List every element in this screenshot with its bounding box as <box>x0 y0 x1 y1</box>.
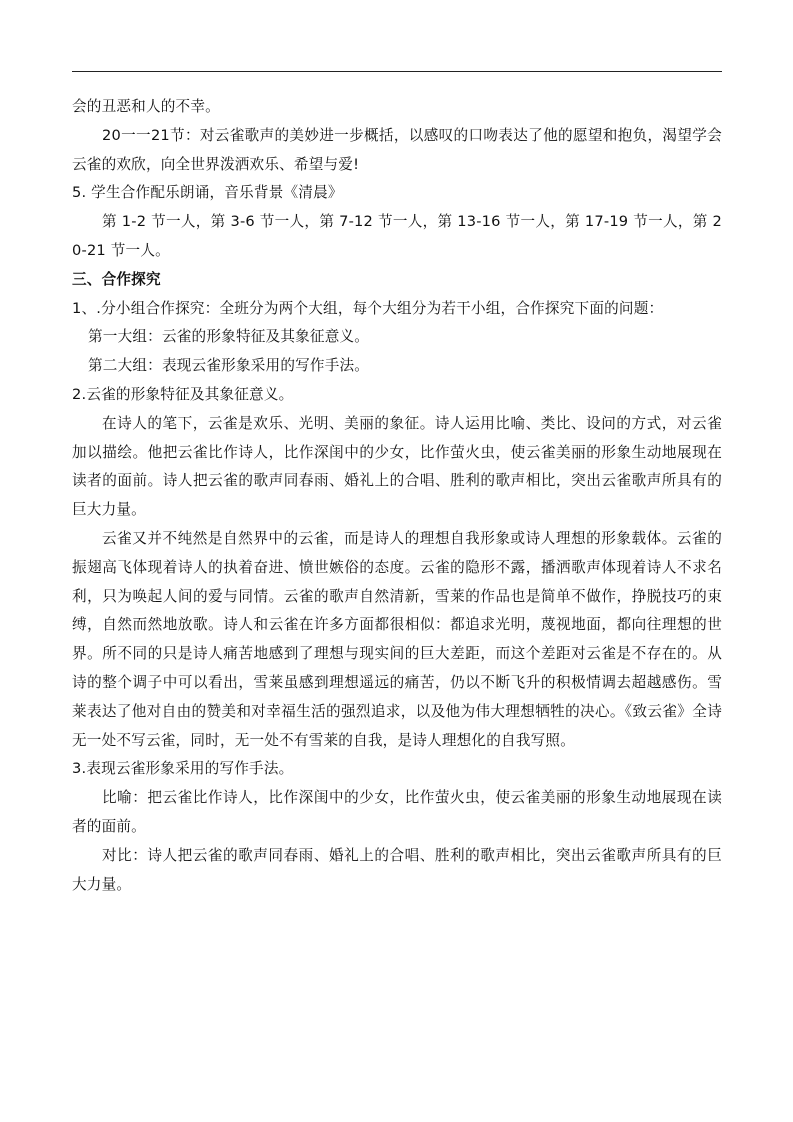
paragraph-group-inquiry: 1、.分小组合作探究：全班分为两个大组，每个大组分为若干小组，合作探究下面的问题： <box>72 299 664 317</box>
paragraph-continuation: 会的丑恶和人的不幸。 <box>72 98 220 115</box>
paragraph-symbolism-analysis: 云雀又并不纯然是自然界中的云雀，而是诗人的理想自我形象或诗人理想的形象载体。云雀的振翅高飞体现着诗人的执着奋进、愤世嫉俗的态度。云雀的隐形不露，播洒歌声体现着诗人不求名利，只为唤起人间的爱与同情。云雀的歌声自然清新，雪莱的作品也是简单不做作，挣脱技巧的束缚，自然而然地放歌。诗人和云雀在许多方面都很相似：都追求光明，蔑视地面，都向往理想的世界。所不同的只是诗人痛苦地感到了理想与现实间的巨大差距，而这个差距对云雀是不存在的。从诗的整个调子中可以看出，雪莱虽感到理想遥远的痛苦，仍以不断飞升的积极情调去超越感伤。雪莱表达了他对自由的赞美和对幸福生活的强烈追求，以及他为伟大理想牺牲的决心。《致云雀》全诗无一处不写云雀，同时，无一处不有雪莱的自我，是诗人理想化的自我写照。 <box>72 529 722 749</box>
document-body <box>72 93 722 899</box>
paragraph-reading-assignment: 第 1-2 节一人，第 3-6 节一人，第 7-12 节一人，第 13-16 节一人，第 17-19 节一人，第 20-21 节一人。 <box>72 213 722 259</box>
paragraph-step-5: 5. 学生合作配乐朗诵，音乐背景《清晨》 <box>72 184 343 202</box>
subheading-writing-techniques: 3.表现云雀形象采用的写作手法。 <box>72 760 294 778</box>
header-rule <box>72 71 722 72</box>
section-heading-cooperative-inquiry: 三、合作探究 <box>72 270 161 288</box>
paragraph-group-one: 第一大组：云雀的形象特征及其象征意义。 <box>88 328 370 346</box>
paragraph-metaphor: 比喻：把云雀比作诗人，比作深闺中的少女，比作萤火虫，使云雀美丽的形象生动地展现在读者的面前。 <box>72 789 722 835</box>
paragraph-section-20-21: 20一一21节：对云雀歌声的美妙进一步概括，以感叹的口吻表达了他的愿望和抱负，渴望学会云雀的欢欣，向全世界泼洒欢乐、希望与爱! <box>72 126 722 173</box>
paragraph-contrast: 对比：诗人把云雀的歌声同春雨、婚礼上的合唱、胜利的歌声相比，突出云雀歌声所具有的巨大力量。 <box>72 846 722 893</box>
subheading-image-symbolism: 2.云雀的形象特征及其象征意义。 <box>72 385 294 403</box>
paragraph-group-two: 第二大组：表现云雀形象采用的写作手法。 <box>88 357 370 375</box>
paragraph-image-description: 在诗人的笔下，云雀是欢乐、光明、美丽的象征。诗人运用比喻、类比、设问的方式，对云雀加以描绘。他把云雀比作诗人，比作深闺中的少女，比作萤火虫，使云雀美丽的形象生动地展现在读者的面前。诗人把云雀的歌声同春雨、婚礼上的合唱、胜利的歌声相比，突出云雀歌声所具有的巨大力量。 <box>72 414 722 519</box>
